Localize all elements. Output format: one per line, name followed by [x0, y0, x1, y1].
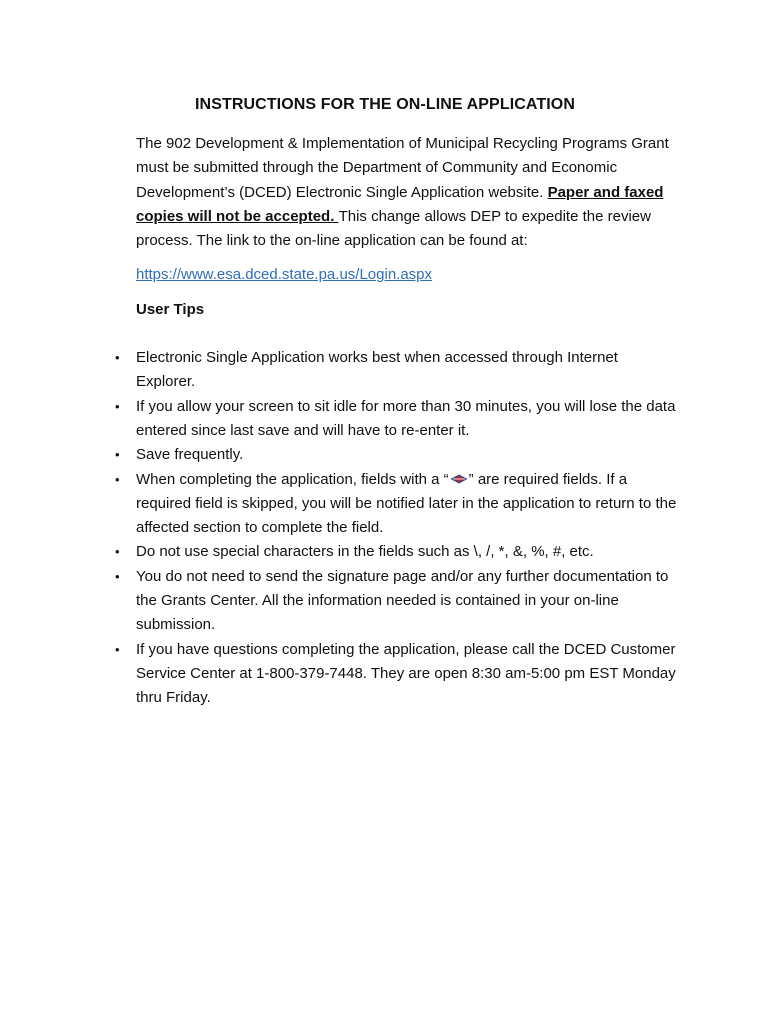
bullet-icon: •	[115, 471, 120, 487]
bullet-icon: •	[115, 544, 120, 560]
list-item	[115, 638, 681, 711]
tip-text: Electronic Single Application works best when accessed through Internet Explorer.	[136, 349, 618, 391]
list-item	[115, 565, 681, 638]
intro-paragraph	[136, 132, 681, 253]
application-link[interactable]: https://www.esa.dced.state.pa.us/Login.aspx	[136, 266, 433, 284]
document-body	[115, 132, 681, 711]
tips-heading: User Tips	[136, 300, 205, 318]
list-item	[115, 468, 681, 541]
tip-text: If you have questions completing the application, please call the DCED Customer Service Center at 1-800-379-7448. They are open 8:30 am-5:00 pm EST Monday thru Friday.	[136, 640, 676, 707]
tip-text: Do not use special characters in the fields such as \, /, *, &, %, #, etc.	[136, 543, 594, 561]
tip-text-after-icon: ” are required fields. If a required field is skipped, you will be notified later in the application to return to the affected section to complete the field.	[136, 470, 677, 537]
tip-text: Save frequently.	[136, 446, 244, 464]
bullet-icon: •	[115, 350, 120, 366]
intro-warning: Paper and faxed copies will not be accepted.	[136, 183, 664, 225]
tip-text: You do not need to send the signature page and/or any further documentation to the Grants Center. All the information needed is contained in your on-line submission.	[136, 567, 669, 634]
page-title: INSTRUCTIONS FOR THE ON-LINE APPLICATION	[195, 96, 575, 113]
bullet-icon: •	[115, 447, 120, 463]
intro-text-2: This change allows DEP to expedite the review process. The link to the on-line application can be found at:	[136, 207, 651, 250]
list-item	[115, 443, 681, 467]
required-field-icon	[450, 474, 468, 484]
bullet-icon: •	[115, 641, 120, 657]
tip-text: If you allow your screen to sit idle for more than 30 minutes, you will lose the data entered since last save and will have to re-enter it.	[136, 397, 676, 439]
tips-list	[115, 346, 681, 710]
link-paragraph	[136, 263, 681, 287]
tip-text-before-icon: When completing the application, fields with a “	[136, 470, 449, 488]
list-item	[115, 395, 681, 444]
list-item	[115, 540, 681, 564]
intro-text-1: The 902 Development & Implementation of Municipal Recycling Programs Grant must be submitted through the Department of Community and Economic Development’s (DCED) Electronic Single Application website.	[136, 135, 669, 201]
bullet-icon: •	[115, 398, 120, 414]
bullet-icon: •	[115, 568, 120, 584]
list-item	[115, 346, 681, 395]
